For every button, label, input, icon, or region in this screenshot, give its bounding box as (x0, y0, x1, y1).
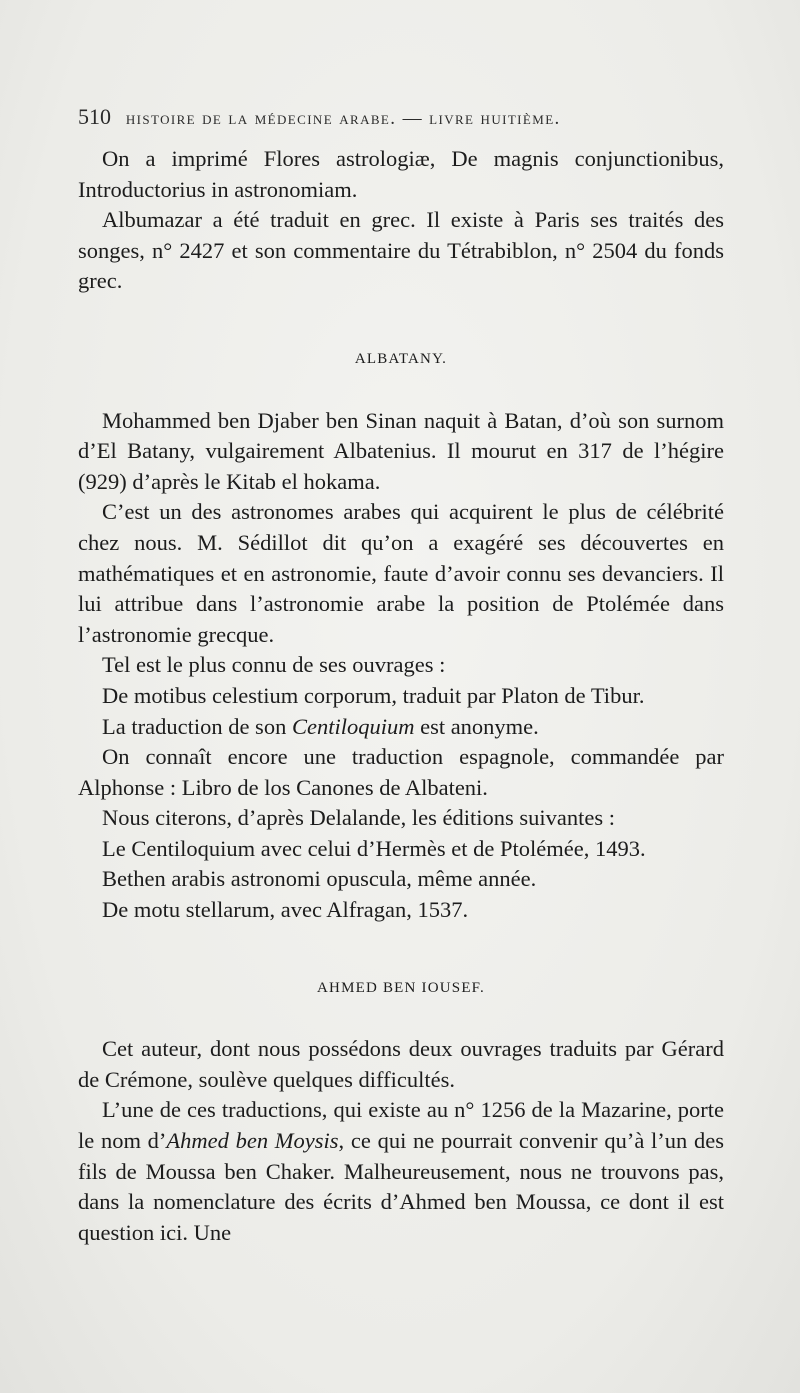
paragraph (78, 1095, 724, 1248)
paragraph: Cet auteur, dont nous possédons deux ouvrages traduits par Gérard de Crémone, soulève quelques difficultés. (78, 1036, 724, 1092)
text-run: est anonyme. (414, 713, 539, 739)
paragraph: Le Centiloquium avec celui d’Hermès et de Ptolémée, 1493. (102, 835, 646, 861)
text-run: , ce qui ne pourrait convenir qu’à l’un des fils de Moussa ben Chaker. Malheureusement, nous ne trouvons pas, dans la nomenclature des écrits d’Ahmed ben Moussa, ce dont il est question ici. Une (78, 1128, 724, 1245)
paragraph: Albumazar a été traduit en grec. Il existe à Paris ses traités des songes, n° 2427 et son commentaire du Tétrabiblon, n° 2504 du fonds grec. (78, 207, 724, 294)
section-heading-ahmed-ben-iousef: AHMED BEN IOUSEF. (317, 979, 485, 996)
italic-name: Ahmed ben Moysis (166, 1128, 339, 1154)
paragraph: On connaît encore une traduction espagnole, commandée par Alphonse : Libro de los Canones de Albateni. (78, 744, 724, 800)
page-body (78, 144, 724, 1248)
paragraph: De motu stellarum, avec Alfragan, 1537. (102, 897, 469, 923)
italic-title: Centiloquium (291, 713, 415, 739)
paragraph: On a imprimé Flores astrologiæ, De magnis conjunctionibus, Introductorius in astronomiam. (78, 146, 724, 202)
page-number: 510 (78, 104, 111, 129)
paragraph: De motibus celestium corporum, traduit par Platon de Tibur. (102, 682, 645, 708)
paragraph: Bethen arabis astronomi opuscula, même année. (102, 866, 537, 892)
text-run: La traduction de son (102, 713, 292, 739)
running-title: histoire de la médecine arabe. — livre huitième. (125, 108, 561, 129)
paragraph: Tel est le plus connu de ses ouvrages : (102, 652, 446, 678)
paragraph: Nous citerons, d’après Delalande, les éditions suivantes : (102, 805, 615, 831)
paragraph (78, 712, 724, 743)
paragraph: Mohammed ben Djaber ben Sinan naquit à Batan, d’où son surnom d’El Batany, vulgairement Albatenius. Il mourut en 317 de l’hégire (929) d’après le Kitab el hokama. (78, 407, 724, 494)
paragraph: C’est un des astronomes arabes qui acquirent le plus de célébrité chez nous. M. Sédillot dit qu’on a exagéré ses découvertes en mathématiques et en astronomie, faute d’avoir connu ses devanciers. Il lui attribue dans l’astronomie arabe la position de Ptolémée dans l’astronomie grecque. (78, 499, 724, 647)
text-run: L’une de ces traductions, qui existe au n° 1256 de la Mazarine, porte le nom d’ (78, 1097, 724, 1154)
running-header (78, 104, 724, 130)
section-heading-albatany: ALBATANY. (354, 350, 448, 367)
